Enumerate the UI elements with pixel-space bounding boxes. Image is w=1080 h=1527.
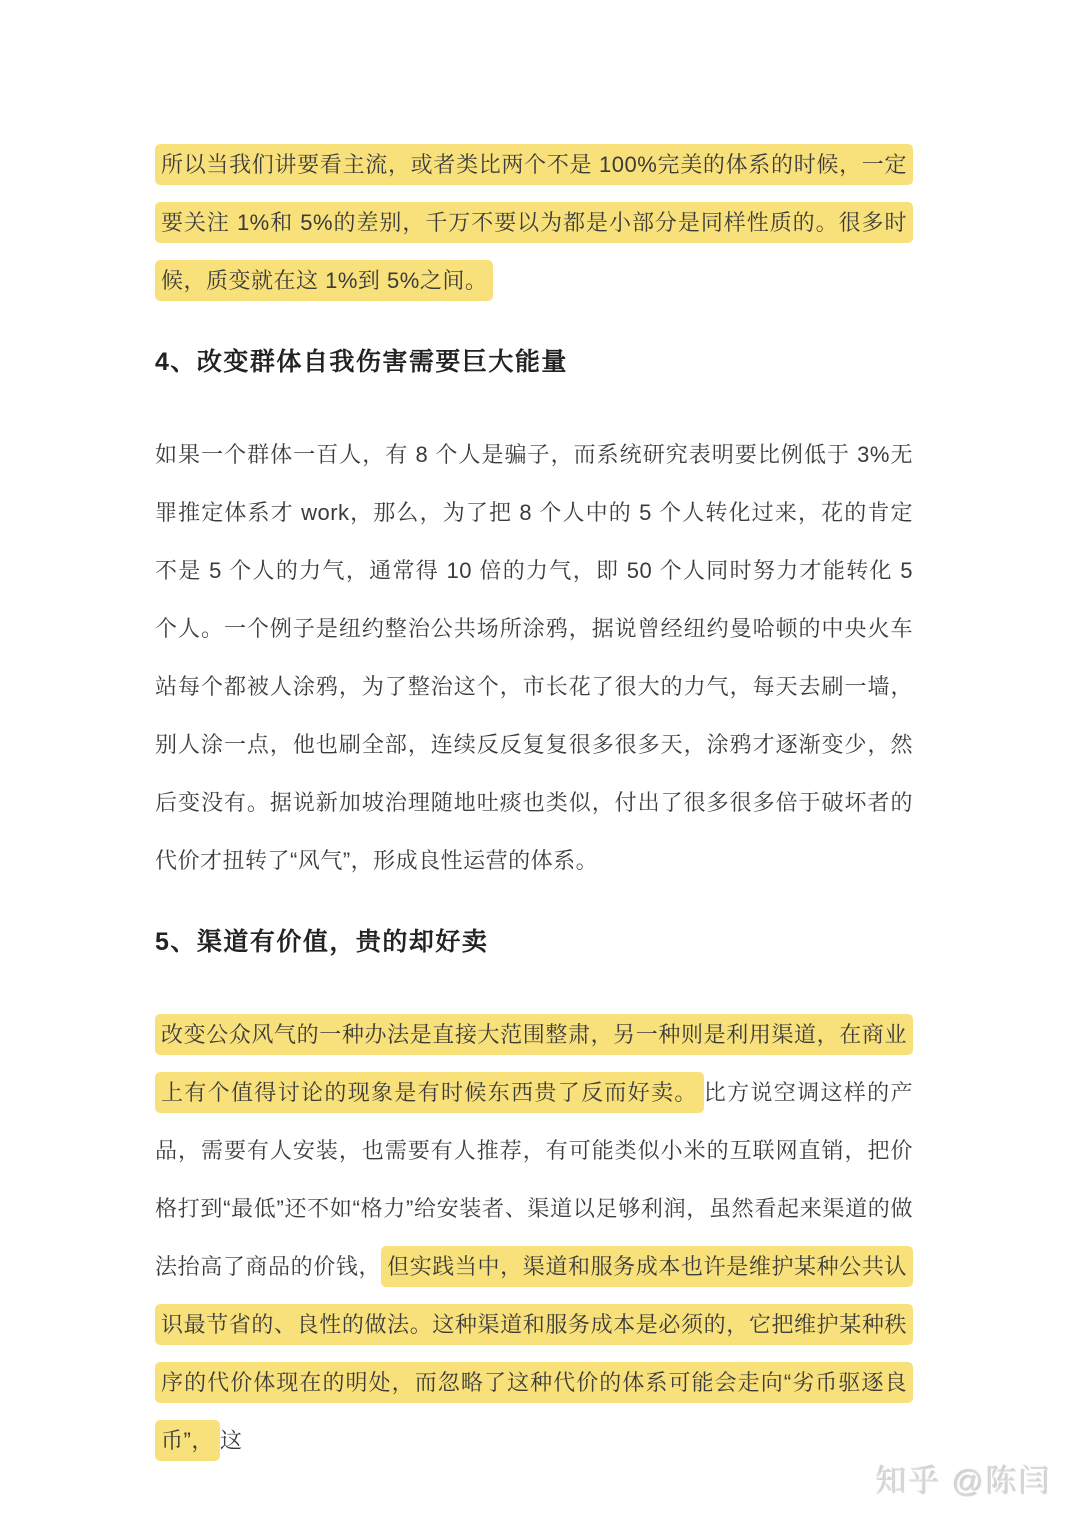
highlighted-paragraph-quality-change <box>155 136 913 310</box>
highlighted-text-segment: 但实践当中，渠道和服务成本也许是维护某种公共认识最节省的、良性的做法。这种渠道和服务成本是必须的，它把维护某种秩序的代价体现在的明处，而忽略了这种代价的体系可能会走向“劣币驱逐良币”， <box>155 1246 913 1461</box>
text-segment: 如果一个群体一百人，有 8 个人是骗子，而系统研究表明要比例低于 3%无罪推定体系才 work，那么，为了把 8 个人中的 5 个人转化过来，花的肯定不是 5 个人的力气，通常得 10 倍的力气，即 50 个人同时努力才能转化 5 个人。一个例子是纽约整治公共场所涂鸦，据说曾经纽约曼哈顿的中央火车站每个都被人涂鸦，为了整治这个，市长花了很大的力气，每天去刷一墙，别人涂一点，他也刷全部，连续反反复复很多很多天，涂鸦才逐渐变少，然后变没有。据说新加坡治理随地吐痰也类似，付出了很多很多倍于破坏者的代价才扭转了“风气”，形成良性运营的体系。 <box>155 442 913 873</box>
section-heading-4: 4、改变群体自我伤害需要巨大能量 <box>155 348 568 376</box>
article-content <box>155 136 913 1470</box>
zhihu-author-watermark: 知乎 @陈闫 <box>875 1464 1052 1499</box>
highlighted-text-segment: 所以当我们讲要看主流，或者类比两个不是 100%完美的体系的时候，一定要关注 1%和 5%的差别，千万不要以为都是小部分是同样性质的。很多时候，质变就在这 1%到 5%之间。 <box>155 144 913 301</box>
highlighted-text-segment: 改变公众风气的一种办法是直接大范围整肃，另一种则是利用渠道，在商业上有个值得讨论的现象是有时候东西贵了反而好卖。 <box>155 1014 913 1113</box>
text-segment: 比方说空调这样的产品，需要有人安装，也需要有人推荐，有可能类似小米的互联网直销，把价格打到“最低”还不如“格力”给安装者、渠道以足够利润，虽然看起来渠道的做法抬高了商品的价钱， <box>155 1080 913 1279</box>
text-segment: 这 <box>219 1428 243 1453</box>
section-heading-5: 5、渠道有价值，贵的却好卖 <box>155 928 489 956</box>
paragraph-channel-value <box>155 1006 913 1470</box>
paragraph-group-energy <box>155 426 913 890</box>
